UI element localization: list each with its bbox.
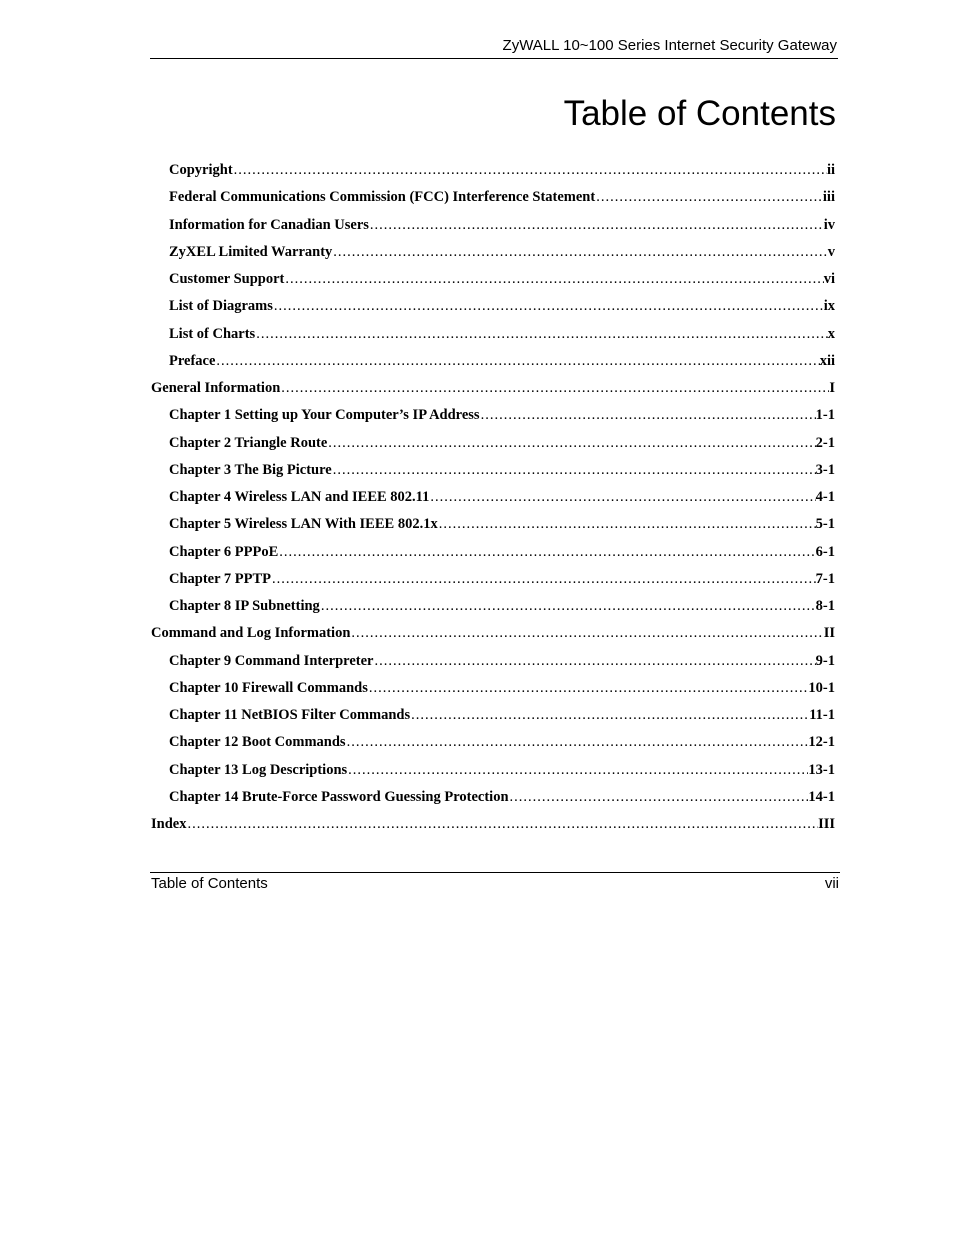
toc-dot-leader — [320, 593, 816, 620]
toc-dot-leader — [480, 402, 816, 429]
toc-dot-leader — [369, 212, 824, 239]
toc-entry[interactable] — [151, 702, 835, 729]
toc-entry[interactable] — [151, 430, 835, 457]
toc-entry-title: General Information — [151, 380, 281, 396]
toc-entry[interactable] — [151, 402, 835, 429]
toc-entry-page: vi — [823, 271, 835, 287]
toc-entry-title: Chapter 4 Wireless LAN and IEEE 802.11 — [169, 489, 430, 505]
toc-entry[interactable] — [151, 566, 835, 593]
toc-entry-page: III — [818, 816, 835, 832]
toc-dot-leader — [332, 457, 816, 484]
toc-entry-title: ZyXEL Limited Warranty — [169, 243, 333, 260]
toc-entry-title: Information for Canadian Users — [169, 216, 369, 233]
toc-dot-leader — [233, 157, 827, 184]
footer-rule — [150, 872, 840, 873]
toc-entry-title: Command and Log Information — [151, 625, 351, 642]
toc-entry-title: Copyright — [169, 162, 233, 178]
toc-dot-leader — [280, 375, 829, 402]
toc-entry-title: Chapter 10 Firewall Commands — [169, 679, 368, 696]
toc-entry-page: 6-1 — [815, 543, 835, 560]
toc-entry-page: v — [827, 243, 835, 260]
toc-entry[interactable] — [151, 784, 835, 811]
toc-entry[interactable] — [151, 539, 835, 566]
toc-entry[interactable] — [151, 184, 835, 211]
toc-entry-page: 9-1 — [815, 652, 835, 669]
toc-entry[interactable] — [151, 266, 835, 293]
toc-dot-leader — [284, 266, 823, 293]
toc-entry-title: Federal Communications Commission (FCC) Interference Statement — [169, 189, 596, 206]
toc-entry-title: Chapter 9 Command Interpreter — [169, 652, 374, 669]
toc-entry-page: 8-1 — [815, 598, 835, 614]
toc-entry[interactable] — [151, 675, 835, 702]
toc-entry-page: 10-1 — [808, 679, 835, 696]
toc-dot-leader — [429, 484, 815, 511]
toc-entry-page: x — [827, 325, 835, 342]
toc-entry-page: ii — [826, 162, 835, 178]
toc-entry-page: 2-1 — [815, 434, 835, 451]
toc-entry[interactable] — [151, 293, 835, 320]
toc-entry-page: 3-1 — [815, 461, 835, 478]
toc-entry-page: ix — [823, 298, 835, 315]
toc-entry-title: Chapter 13 Log Descriptions — [169, 761, 348, 778]
toc-entry[interactable] — [151, 321, 835, 348]
toc-entry-title: Chapter 8 IP Subnetting — [169, 598, 320, 614]
toc-dot-leader — [350, 620, 823, 647]
footer-page-number: vii — [824, 875, 839, 892]
toc-entry[interactable] — [151, 811, 835, 838]
toc-entry-title: Chapter 3 The Big Picture — [169, 461, 332, 478]
toc-entry[interactable] — [151, 757, 835, 784]
toc-entry[interactable] — [151, 729, 835, 756]
toc-entry-title: Chapter 7 PPTP — [169, 570, 272, 587]
footer-section-label: Table of Contents — [151, 875, 268, 892]
toc-entry[interactable] — [151, 620, 835, 647]
toc-entry[interactable] — [151, 348, 835, 375]
toc-entry-page: 7-1 — [815, 570, 835, 587]
toc-entry-page: iv — [823, 216, 835, 233]
toc-dot-leader — [278, 539, 815, 566]
toc-dot-leader — [595, 184, 823, 211]
table-of-contents — [151, 157, 835, 838]
toc-entry[interactable] — [151, 648, 835, 675]
toc-entry-page: 4-1 — [815, 489, 835, 505]
toc-entry-page: xii — [819, 352, 835, 369]
toc-dot-leader — [368, 675, 809, 702]
toc-dot-leader — [438, 511, 816, 538]
toc-entry-title: Chapter 14 Brute-Force Password Guessing Protection — [169, 788, 509, 805]
toc-entry[interactable] — [151, 593, 835, 620]
toc-dot-leader — [215, 348, 819, 375]
toc-entry[interactable] — [151, 511, 835, 538]
toc-entry-title: Chapter 1 Setting up Your Computer’s IP Address — [169, 407, 480, 424]
toc-dot-leader — [509, 784, 809, 811]
running-header: ZyWALL 10~100 Series Internet Security Gateway — [502, 37, 837, 54]
toc-entry-page: 12-1 — [808, 734, 835, 751]
toc-dot-leader — [332, 239, 827, 266]
toc-entry[interactable] — [151, 239, 835, 266]
toc-entry-page: iii — [822, 189, 835, 206]
toc-entry[interactable] — [151, 457, 835, 484]
toc-dot-leader — [273, 293, 824, 320]
toc-entry-title: Chapter 2 Triangle Route — [169, 434, 328, 451]
header-rule — [150, 58, 838, 59]
toc-entry[interactable] — [151, 212, 835, 239]
toc-entry-title: Index — [151, 816, 187, 832]
toc-entry-page: I — [829, 380, 835, 396]
toc-entry-page: II — [823, 625, 835, 642]
toc-dot-leader — [347, 757, 808, 784]
toc-entry-page: 13-1 — [808, 761, 835, 778]
toc-entry-title: List of Diagrams — [169, 298, 273, 315]
toc-dot-leader — [327, 430, 815, 457]
toc-entry-page: 11-1 — [809, 707, 835, 723]
toc-dot-leader — [186, 811, 818, 838]
toc-dot-leader — [346, 729, 809, 756]
toc-entry-title: Customer Support — [169, 271, 285, 287]
toc-entry[interactable] — [151, 157, 835, 184]
toc-entry-title: Chapter 12 Boot Commands — [169, 734, 346, 751]
toc-entry[interactable] — [151, 375, 835, 402]
toc-dot-leader — [271, 566, 816, 593]
toc-entry-page: 5-1 — [815, 516, 835, 533]
toc-entry[interactable] — [151, 484, 835, 511]
toc-dot-leader — [373, 648, 815, 675]
toc-entry-title: Chapter 6 PPPoE — [169, 543, 279, 560]
toc-entry-title: List of Charts — [169, 325, 256, 342]
toc-dot-leader — [410, 702, 809, 729]
toc-dot-leader — [255, 321, 828, 348]
toc-entry-title: Preface — [169, 352, 216, 369]
toc-entry-title: Chapter 5 Wireless LAN With IEEE 802.1x — [169, 516, 438, 533]
toc-entry-title: Chapter 11 NetBIOS Filter Commands — [169, 707, 411, 723]
page-title: Table of Contents — [563, 94, 836, 133]
toc-entry-page: 1-1 — [815, 407, 835, 424]
toc-entry-page: 14-1 — [808, 788, 835, 805]
